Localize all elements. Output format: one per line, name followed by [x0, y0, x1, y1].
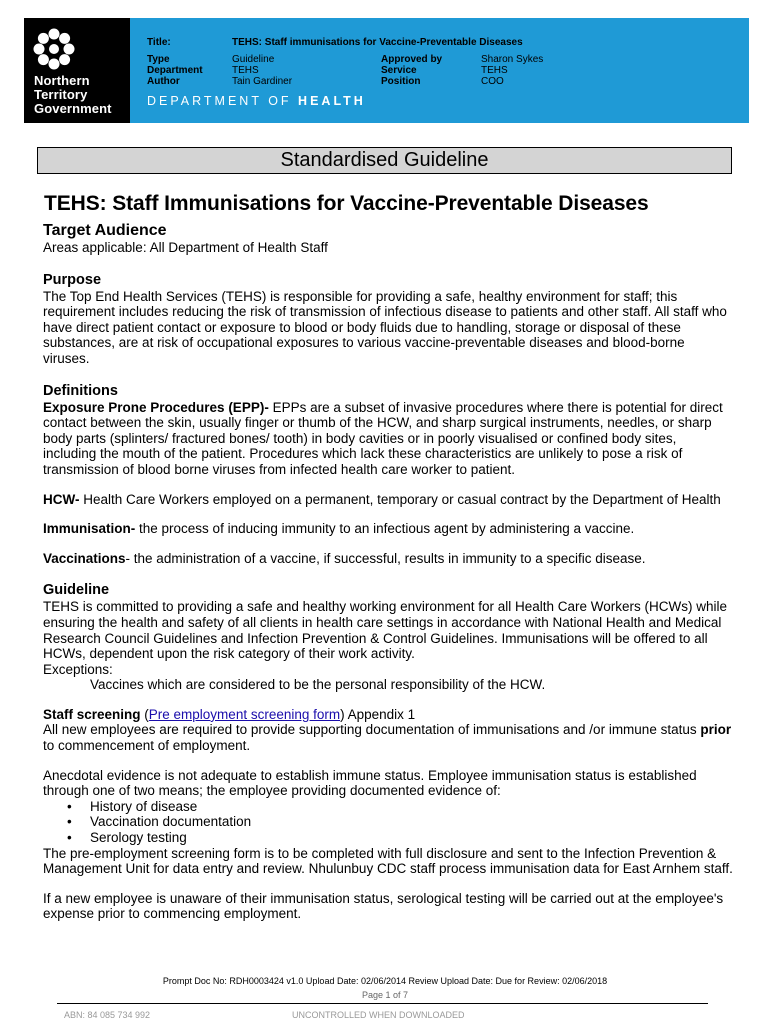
list-item: • History of disease: [43, 799, 733, 815]
staff-screening-heading: Staff screening: [43, 706, 141, 722]
evidence-list: [43, 799, 733, 846]
screening-paragraph-2: Anecdotal evidence is not adequate to establish immune status. Employee immunisation status is established through one of two means; the employee providing documented evidence of:: [43, 767, 697, 799]
title-label: Title:: [147, 37, 171, 48]
department-label: Department: [147, 65, 203, 76]
document-info-panel: [130, 18, 749, 123]
definition-epp: Exposure Prone Procedures (EPP)- EPPs are a subset of invasive procedures where there is potential for direct contact between the skin, usually finger or thumb of the HCW, and sharp surgical instruments, needles, or sharp body parts (splinters/ fractured bones/ tooth) in body cavities or in poorly visualised or confined body sites, including the mouth of the patient. Procedures which lack these characteristics are unlikely to pose a risk of transmission of blood borne viruses from infected health care worker to patient.: [43, 399, 723, 477]
position-value: COO: [481, 76, 504, 87]
pre-employment-screening-form-link[interactable]: Pre employment screening form: [148, 706, 341, 722]
department-value: TEHS: [232, 65, 259, 76]
list-item: • Vaccination documentation: [43, 814, 733, 830]
list-item: • Serology testing: [43, 830, 733, 846]
footer-uncontrolled-notice: UNCONTROLLED WHEN DOWNLOADED: [292, 1010, 465, 1020]
exceptions-item: Vaccines which are considered to be the personal responsibility of the HCW.: [90, 677, 546, 693]
purpose-text: The Top End Health Services (TEHS) is responsible for providing a safe, healthy environment for staff; this requirement includes reducing the risk of transmission of infectious disease to patients and other staff. All staff who have direct patient contact or exposure to blood or body fluids due to handling, storage or disposal of these substances, are at risk of occupational exposures to various vaccine-preventable diseases and blood-borne viruses.: [43, 288, 727, 366]
purpose-heading: Purpose: [43, 271, 102, 288]
approved-by-value: Sharon Sykes: [481, 54, 544, 65]
staff-screening-line: Staff screening (Pre employment screening form) Appendix 1: [43, 706, 416, 722]
definition-vaccinations: Vaccinations- the administration of a vaccine, if successful, results in immunity to a specific disease.: [43, 550, 646, 566]
footer-divider: [57, 1003, 708, 1004]
department-of-health-label: DEPARTMENT OF HEALTH: [147, 94, 366, 108]
exceptions-label: Exceptions:: [43, 661, 113, 677]
definition-hcw: HCW- Health Care Workers employed on a permanent, temporary or casual contract by the Department of Health: [43, 491, 721, 507]
type-label: Type: [147, 54, 170, 65]
definitions-heading: Definitions: [43, 382, 118, 399]
type-value: Guideline: [232, 54, 275, 65]
author-value: Tain Gardiner: [232, 76, 293, 87]
service-value: TEHS: [481, 65, 508, 76]
screening-paragraph-1: All new employees are required to provide supporting documentation of immunisations and /or immune status prior to commencement of employment.: [43, 722, 732, 754]
logo-text: Northern Territory Government: [34, 73, 112, 116]
guideline-heading: Guideline: [43, 582, 110, 599]
guideline-text: TEHS is committed to providing a safe and healthy working environment for all Health Care Workers (HCWs) while ensuring the health and safety of all clients in health care settings in accordance with National Health and Medical Research Council Guidelines and Infection Prevention & Control Guidelines. Immunisations will be offered to all HCWs, dependent upon the risk category of their work activity.: [43, 599, 728, 662]
author-label: Author: [147, 76, 180, 87]
document-body: [43, 222, 733, 922]
ntg-logo: [24, 18, 130, 123]
document-title: TEHS: Staff Immunisations for Vaccine-Preventable Diseases: [44, 192, 649, 215]
footer-document-info: Prompt Doc No: RDH0003424 v1.0 Upload Date: 02/06/2014 Review Upload Date: Due for Review: 02/06/2018: [162, 976, 608, 986]
approved-by-label: Approved by: [381, 54, 443, 65]
standardised-guideline-banner: Standardised Guideline: [37, 147, 732, 174]
title-value: TEHS: Staff immunisations for Vaccine-Preventable Diseases: [232, 37, 523, 48]
target-audience-text: Areas applicable: All Department of Health Staff: [43, 240, 328, 255]
flower-emblem-icon: [33, 28, 75, 70]
service-label: Service: [381, 65, 417, 76]
footer-abn: ABN: 84 085 734 992: [64, 1010, 151, 1020]
definition-immunisation: Immunisation- the process of inducing immunity to an infectious agent by administering a vaccine.: [43, 521, 635, 537]
position-label: Position: [381, 76, 421, 87]
screening-paragraph-3: The pre-employment screening form is to be completed with full disclosure and sent to the Infection Prevention & Management Unit for data entry and review. Nhulunbuy CDC staff process immunisation data for East Arnhem staff.: [43, 845, 733, 877]
target-audience-heading: Target Audience: [43, 222, 167, 239]
screening-paragraph-4: If a new employee is unaware of their immunisation status, serological testing will be carried out at the employee's expense prior to commencing employment.: [43, 890, 724, 922]
page-number: Page 1 of 7: [361, 990, 409, 1000]
